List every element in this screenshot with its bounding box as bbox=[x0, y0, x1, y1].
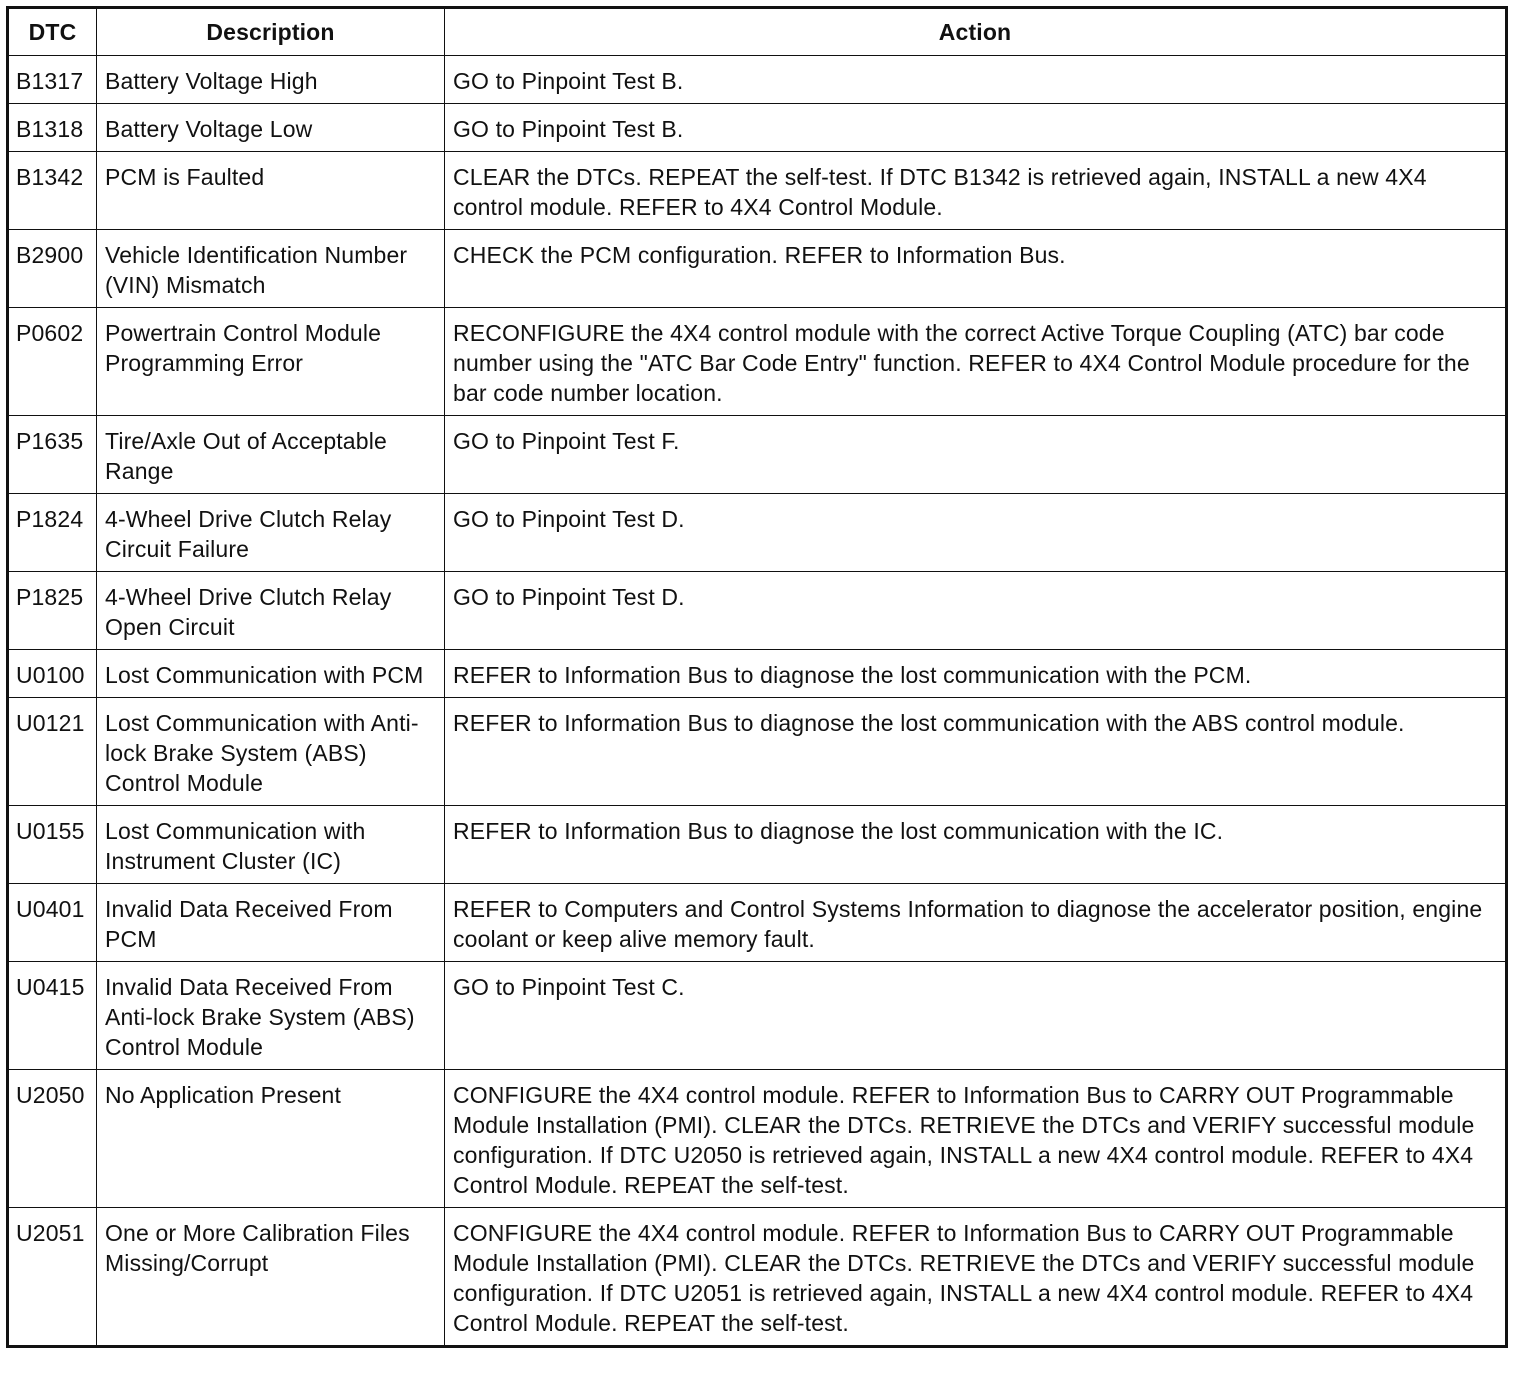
action-cell: GO to Pinpoint Test D. bbox=[445, 572, 1507, 650]
dtc-code-cell: U0415 bbox=[8, 962, 97, 1070]
table-row bbox=[8, 152, 1507, 230]
dtc-code-cell: U2051 bbox=[8, 1208, 97, 1347]
dtc-code-cell: P1635 bbox=[8, 416, 97, 494]
description-cell: PCM is Faulted bbox=[97, 152, 445, 230]
action-cell: GO to Pinpoint Test F. bbox=[445, 416, 1507, 494]
action-cell: REFER to Information Bus to diagnose the lost communication with the PCM. bbox=[445, 650, 1507, 698]
description-cell: Battery Voltage High bbox=[97, 56, 445, 104]
dtc-code-cell: U0155 bbox=[8, 806, 97, 884]
description-cell: Lost Communication with Instrument Cluster (IC) bbox=[97, 806, 445, 884]
action-cell: GO to Pinpoint Test B. bbox=[445, 56, 1507, 104]
dtc-code-cell: P0602 bbox=[8, 308, 97, 416]
action-cell: GO to Pinpoint Test C. bbox=[445, 962, 1507, 1070]
dtc-code-cell: B2900 bbox=[8, 230, 97, 308]
dtc-code-cell: B1342 bbox=[8, 152, 97, 230]
dtc-table bbox=[6, 6, 1508, 1348]
table-row bbox=[8, 806, 1507, 884]
description-cell: 4-Wheel Drive Clutch Relay Open Circuit bbox=[97, 572, 445, 650]
action-cell: CONFIGURE the 4X4 control module. REFER to Information Bus to CARRY OUT Programmable Module Installation (PMI). CLEAR the DTCs. RETRIEVE the DTCs and VERIFY successful module configuration. If DTC U2051 is retrieved again, INSTALL a new 4X4 control module. REFER to 4X4 Control Module. REPEAT the self-test. bbox=[445, 1208, 1507, 1347]
table-row bbox=[8, 1208, 1507, 1347]
column-header-dtc: DTC bbox=[8, 8, 97, 56]
table-row bbox=[8, 884, 1507, 962]
description-cell: Battery Voltage Low bbox=[97, 104, 445, 152]
action-cell: CONFIGURE the 4X4 control module. REFER to Information Bus to CARRY OUT Programmable Module Installation (PMI). CLEAR the DTCs. RETRIEVE the DTCs and VERIFY successful module configuration. If DTC U2050 is retrieved again, INSTALL a new 4X4 control module. REFER to 4X4 Control Module. REPEAT the self-test. bbox=[445, 1070, 1507, 1208]
dtc-code-cell: B1318 bbox=[8, 104, 97, 152]
action-cell: CHECK the PCM configuration. REFER to Information Bus. bbox=[445, 230, 1507, 308]
dtc-code-cell: P1825 bbox=[8, 572, 97, 650]
description-cell: 4-Wheel Drive Clutch Relay Circuit Failure bbox=[97, 494, 445, 572]
description-cell: Vehicle Identification Number (VIN) Mismatch bbox=[97, 230, 445, 308]
table-row bbox=[8, 962, 1507, 1070]
dtc-code-cell: U2050 bbox=[8, 1070, 97, 1208]
column-header-description: Description bbox=[97, 8, 445, 56]
column-header-action: Action bbox=[445, 8, 1507, 56]
action-cell: REFER to Information Bus to diagnose the lost communication with the IC. bbox=[445, 806, 1507, 884]
description-cell: Invalid Data Received From PCM bbox=[97, 884, 445, 962]
table-row bbox=[8, 308, 1507, 416]
description-cell: Invalid Data Received From Anti-lock Brake System (ABS) Control Module bbox=[97, 962, 445, 1070]
table-row bbox=[8, 104, 1507, 152]
action-cell: CLEAR the DTCs. REPEAT the self-test. If DTC B1342 is retrieved again, INSTALL a new 4X4 control module. REFER to 4X4 Control Module. bbox=[445, 152, 1507, 230]
table-row bbox=[8, 494, 1507, 572]
table-row bbox=[8, 698, 1507, 806]
table-row bbox=[8, 572, 1507, 650]
action-cell: REFER to Computers and Control Systems Information to diagnose the accelerator position, engine coolant or keep alive memory fault. bbox=[445, 884, 1507, 962]
action-cell: GO to Pinpoint Test D. bbox=[445, 494, 1507, 572]
action-cell: REFER to Information Bus to diagnose the lost communication with the ABS control module. bbox=[445, 698, 1507, 806]
table-row bbox=[8, 1070, 1507, 1208]
table-row bbox=[8, 230, 1507, 308]
dtc-code-cell: U0100 bbox=[8, 650, 97, 698]
table-row bbox=[8, 56, 1507, 104]
dtc-code-cell: B1317 bbox=[8, 56, 97, 104]
description-cell: One or More Calibration Files Missing/Corrupt bbox=[97, 1208, 445, 1347]
table-header-row bbox=[8, 8, 1507, 56]
dtc-code-cell: U0121 bbox=[8, 698, 97, 806]
action-cell: RECONFIGURE the 4X4 control module with the correct Active Torque Coupling (ATC) bar code number using the "ATC Bar Code Entry" function. REFER to 4X4 Control Module procedure for the bar code number location. bbox=[445, 308, 1507, 416]
dtc-code-cell: U0401 bbox=[8, 884, 97, 962]
description-cell: No Application Present bbox=[97, 1070, 445, 1208]
description-cell: Lost Communication with Anti-lock Brake System (ABS) Control Module bbox=[97, 698, 445, 806]
description-cell: Powertrain Control Module Programming Error bbox=[97, 308, 445, 416]
dtc-code-cell: P1824 bbox=[8, 494, 97, 572]
action-cell: GO to Pinpoint Test B. bbox=[445, 104, 1507, 152]
table-row bbox=[8, 650, 1507, 698]
description-cell: Tire/Axle Out of Acceptable Range bbox=[97, 416, 445, 494]
table-row bbox=[8, 416, 1507, 494]
description-cell: Lost Communication with PCM bbox=[97, 650, 445, 698]
